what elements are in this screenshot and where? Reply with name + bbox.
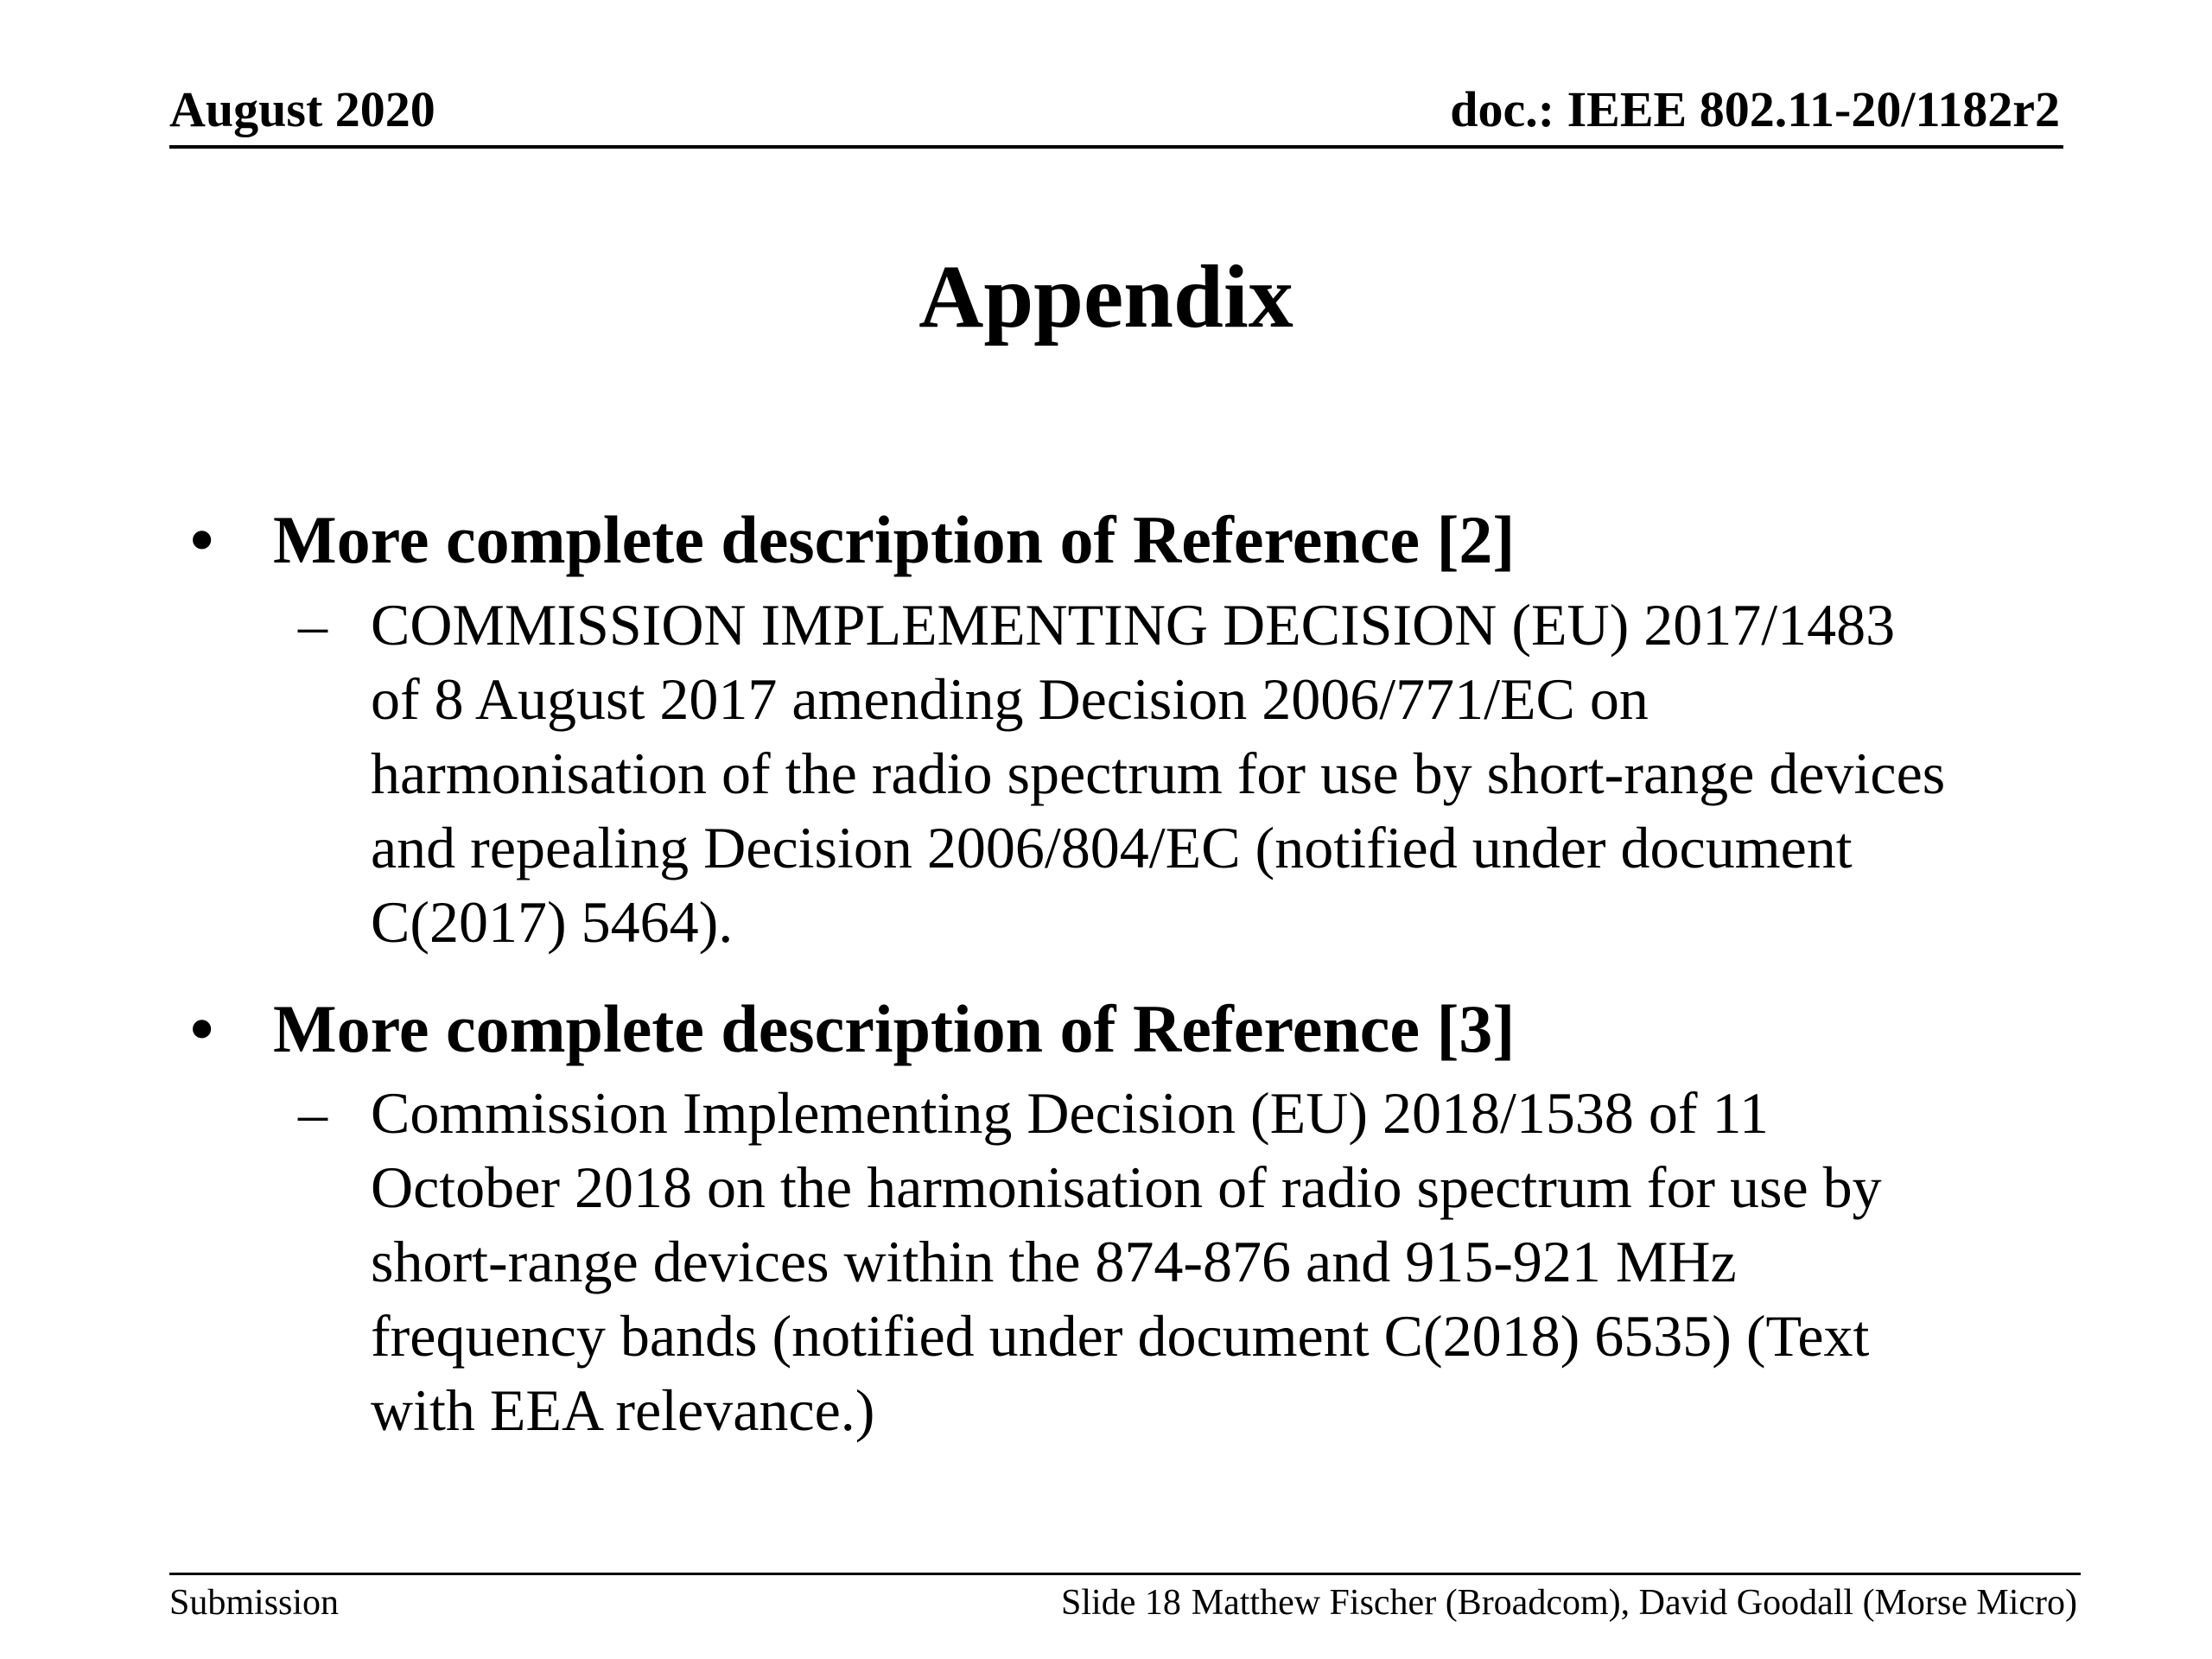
header-divider [169,145,2063,149]
sub-bullet-line: COMMISSION IMPLEMENTING DECISION (EU) 2017/1483 [371,591,1896,658]
sub-bullet-reference-3 [181,1076,2099,1447]
bullet-reference-3 [181,990,2082,1068]
slide-title: Appendix [918,247,1294,346]
bullet-text: More complete description of Reference [3] [273,990,1516,1066]
sub-bullet-line: with EEA relevance.) [371,1377,875,1444]
footer-submission: Submission [169,1583,340,1623]
sub-bullet-line: frequency bands (notified under document C(2018) 6535) (Text [371,1303,1870,1370]
footer-authors: Matthew Fischer (Broadcom), David Goodall (Morse Micro) [1191,1583,2077,1623]
bullet-text: More complete description of Reference [2] [273,502,1516,577]
bullet-dot-icon: • [190,990,214,1066]
sub-bullet-line: and repealing Decision 2006/804/EC (notified under document [371,814,1853,880]
sub-bullet-line: of 8 August 2017 amending Decision 2006/771/EC on [371,665,1649,732]
sub-bullet-line: harmonisation of the radio spectrum for use by short-range devices [371,740,1946,806]
header-date: August 2020 [169,81,435,137]
dash-icon: – [298,591,327,658]
sub-bullet-line: October 2018 on the harmonisation of radio spectrum for use by [371,1154,1882,1221]
bullet-dot-icon: • [190,502,214,577]
footer-divider [169,1573,2081,1575]
spacer [181,959,2082,990]
sub-bullet-line: short-range devices within the 874-876 and 915-921 MHz [371,1229,1737,1295]
sub-bullet-line: C(2017) 5464). [371,888,734,955]
sub-bullet-line: Commission Implementing Decision (EU) 2018/1538 of 11 [371,1080,1769,1147]
sub-bullet-reference-2 [181,588,2099,959]
header-doc-number: doc.: IEEE 802.11-20/1182r2 [1450,81,2060,137]
dash-icon: – [298,1080,327,1147]
footer-slide-number: Slide 18 [1061,1583,1181,1623]
bullet-reference-2 [181,501,2082,579]
slide-body [181,501,2082,1447]
